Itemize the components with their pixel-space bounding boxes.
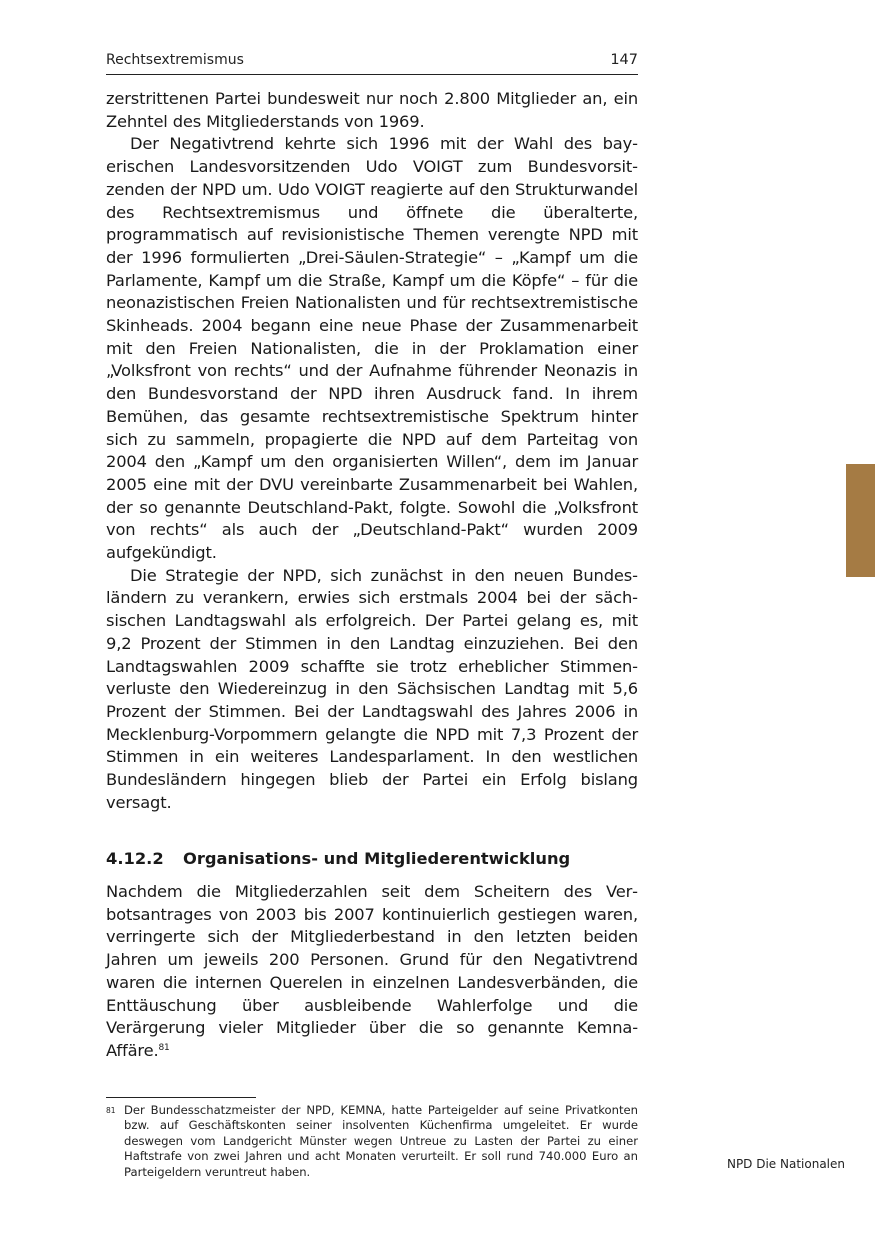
footnote-rule bbox=[106, 1097, 256, 1098]
running-title: Rechtsextremismus bbox=[106, 52, 244, 68]
section-heading bbox=[106, 849, 638, 868]
paragraph-1: zerstrittenen Partei bundesweit nur noch 2.800 Mitglieder an, ein Zehntel des Mitgliederstands von 1969. bbox=[106, 89, 638, 131]
section-paragraph-1 bbox=[106, 881, 638, 1063]
footnote-text: Der Bundesschatzmeister der NPD, KEMNA, hatte Parteigelder auf seine Privatkonten bzw. auf Geschäftskonten seiner insolventen Küchenfirma umgeleitet. Er wurde deswegen vom Landgericht Münster wegen Untreue zu Lasten der Partei zu einer Haftstrafe von zwei Jahren und acht Monaten verurteilt. Er soll rund 740.000 Euro an Parteigeldern veruntreut haben. bbox=[124, 1103, 638, 1179]
section-title: Organisations- und Mitgliederentwicklung bbox=[183, 849, 571, 868]
footnote bbox=[106, 1103, 638, 1180]
footnote-reference[interactable]: 81 bbox=[158, 1042, 170, 1053]
page-number: 147 bbox=[610, 52, 638, 68]
paragraph-2: Der Negativtrend kehrte sich 1996 mit der Wahl des bayerischen Landesvorsitzenden Udo VOIGT zum Bundesvorsitzenden der NPD um. Udo VOIGT reagierte auf den Strukturwandel des Rechtsextremismus und öffnete die überalterte, programmatisch auf revisionistische Themen verengte NPD mit der 1996 formulierten „Drei-Säulen-Strategie“ – „Kampf um die Parlamente, Kampf um die Straße, Kampf um die Köpfe“ – für die neonazistischen Freien Nationalisten und für rechtsextremistische Skinheads. 2004 begann eine neue Phase der Zusammenarbeit mit den Freien Nationalisten, die in der Proklamation einer „Volksfront von rechts“ und der Aufnahme führender Neonazis in den Bundesvorstand der NPD ihren Ausdruck fand. In ihrem Bemühen, das gesamte rechtsextremistische Spektrum hinter sich zu sammeln, propagierte die NPD auf dem Parteitag von 2004 den „Kampf um den organisierten Willen“, dem im Januar 2005 eine mit der DVU vereinbarte Zusammenarbeit bei Wahlen, der so genannte Deutschland-Pakt, folgte. Sowohl die „Volksfront von rechts“ als auch der „Deutschland-Pakt“ wurden 2009 aufgekündigt. bbox=[106, 134, 638, 563]
page-header bbox=[106, 52, 638, 75]
paragraph-3: Die Strategie der NPD, sich zunächst in den neuen Bundesländern zu verankern, erwies sich erstmals 2004 bei der sächsischen Landtagswahl als erfolgreich. Der Partei gelang es, mit 9,2 Prozent der Stimmen in den Landtag einzuziehen. Bei den Landtagswahlen 2009 schaffte sie trotz erheblicher Stimmenverluste den Wiedereinzug in den Sächsischen Landtag mit 5,6 Prozent der Stimmen. Bei der Landtagswahl des Jahres 2006 in Mecklenburg-Vorpommern gelangte die NPD mit 7,3 Prozent der Stimmen in ein weiteres Landesparlament. In den westlichen Bundesländern hingegen blieb der Partei ein Erfolg bislang versagt. bbox=[106, 565, 638, 812]
footnote-mark: 81 bbox=[106, 1106, 116, 1115]
chapter-side-label: NPD Die Nationalen bbox=[726, 1157, 845, 1171]
section-paragraph-text: Nachdem die Mitgliederzahlen seit dem Scheitern des Verbotsantrages von 2003 bis 2007 kontinuierlich gestiegen waren, verringerte sich der Mitgliederbestand in den letzten beiden Jahren um jeweils 200 Personen. Grund für den Negativtrend waren die internen Querelen in einzelnen Landesverbänden, die Enttäuschung über ausbleibende Wahlerfolge und die Verärgerung vieler Mitglieder über die so genannte Kemna-Affäre. bbox=[106, 882, 638, 1060]
main-text bbox=[106, 88, 638, 815]
section-number: 4.12.2 bbox=[106, 849, 164, 868]
section-text bbox=[106, 881, 638, 1063]
chapter-thumb-tab bbox=[846, 464, 875, 577]
